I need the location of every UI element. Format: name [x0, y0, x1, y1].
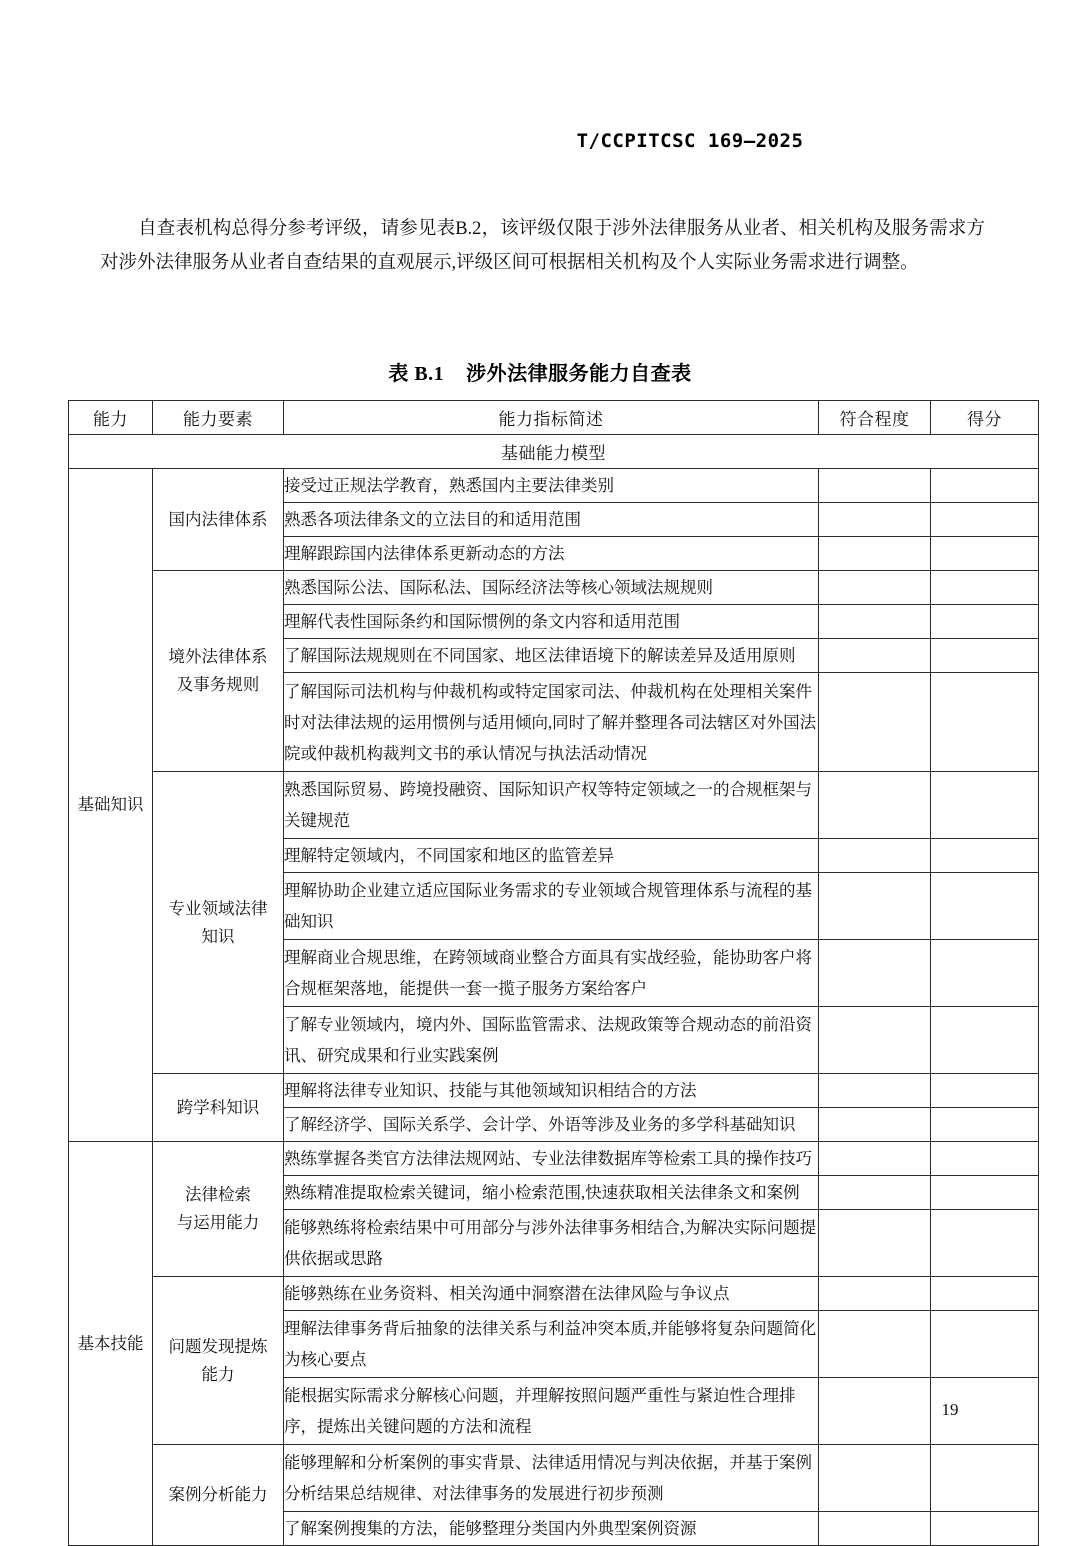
element-label-line2: 知识	[201, 926, 235, 946]
element-label-line1: 问题发现提炼	[168, 1336, 268, 1356]
indicator-cell: 熟悉国际公法、国际私法、国际经济法等核心领域法规规则	[284, 571, 819, 605]
indicator-cell: 理解跟踪国内法律体系更新动态的方法	[284, 537, 819, 571]
score-cell[interactable]	[931, 1074, 1039, 1108]
capability-cell: 基础知识	[69, 469, 153, 1142]
element-label-line2: 与运用能力	[176, 1213, 260, 1232]
score-cell[interactable]	[931, 772, 1039, 839]
indicator-cell: 了解国际法规规则在不同国家、地区法律语境下的解读差异及适用原则	[284, 639, 819, 673]
score-cell[interactable]	[931, 1311, 1039, 1378]
page-number: 19	[941, 1400, 959, 1419]
conformity-cell[interactable]	[819, 1142, 931, 1176]
element-cell	[153, 772, 284, 1074]
conformity-cell[interactable]	[819, 537, 931, 571]
element-label-line1: 专业领域法律	[168, 898, 268, 918]
conformity-cell[interactable]	[819, 839, 931, 873]
indicator-cell: 了解专业领域内，境内外、国际监管需求、法规政策等合规动态的前沿资讯、研究成果和行业实践案例	[284, 1007, 819, 1074]
section-title-row	[69, 435, 1039, 469]
conformity-cell[interactable]	[819, 772, 931, 839]
indicator-cell: 理解协助企业建立适应国际业务需求的专业领域合规管理体系与流程的基础知识	[284, 873, 819, 940]
indicator-cell: 理解代表性国际条约和国际惯例的条文内容和适用范围	[284, 605, 819, 639]
column-header-score: 得分	[931, 401, 1039, 435]
score-cell[interactable]	[931, 1108, 1039, 1142]
score-cell[interactable]	[931, 1007, 1039, 1074]
conformity-cell[interactable]	[819, 1277, 931, 1311]
column-header-element: 能力要素	[153, 401, 284, 435]
column-header-conformity: 符合程度	[819, 401, 931, 435]
table-caption	[0, 357, 1080, 386]
conformity-cell[interactable]	[819, 1311, 931, 1378]
table-caption-number: 表 B.1	[388, 363, 445, 385]
indicator-cell: 熟练精准提取检索关键词，缩小检索范围,快速获取相关法律条文和案例	[284, 1176, 819, 1210]
capability-cell: 基本技能	[69, 1142, 153, 1546]
conformity-cell[interactable]	[819, 605, 931, 639]
indicator-cell: 接受过正规法学教育，熟悉国内主要法律类别	[284, 469, 819, 503]
conformity-cell[interactable]	[819, 1007, 931, 1074]
indicator-cell: 了解经济学、国际关系学、会计学、外语等涉及业务的多学科基础知识	[284, 1108, 819, 1142]
conformity-cell[interactable]	[819, 873, 931, 940]
element-cell	[153, 571, 284, 772]
conformity-cell[interactable]	[819, 571, 931, 605]
score-cell[interactable]	[931, 673, 1039, 772]
indicator-cell: 熟悉国际贸易、跨境投融资、国际知识产权等特定领域之一的合规框架与关键规范	[284, 772, 819, 839]
conformity-cell[interactable]	[819, 1445, 931, 1512]
conformity-cell[interactable]	[819, 1176, 931, 1210]
score-cell[interactable]	[931, 1142, 1039, 1176]
conformity-cell[interactable]	[819, 940, 931, 1007]
element-label-line1: 境外法律体系	[168, 647, 268, 666]
conformity-cell[interactable]	[819, 1108, 931, 1142]
element-cell: 国内法律体系	[153, 469, 284, 571]
score-cell[interactable]	[931, 571, 1039, 605]
element-label-line2: 能力	[201, 1364, 235, 1384]
standard-number: T/CCPITCSC 169—2025	[576, 130, 804, 152]
score-cell[interactable]	[931, 1445, 1039, 1512]
table-header-row	[69, 401, 1039, 435]
section-title-basic-model: 基础能力模型	[69, 435, 1039, 469]
table-row	[69, 469, 1039, 503]
score-cell[interactable]	[931, 1277, 1039, 1311]
column-header-capability: 能力	[69, 401, 153, 435]
indicator-cell: 能根据实际需求分解核心问题，并理解按照问题严重性与紧迫性合理排序，提炼出关键问题的方法和流程	[284, 1378, 819, 1445]
score-cell[interactable]	[931, 1176, 1039, 1210]
score-cell[interactable]	[931, 873, 1039, 940]
intro-paragraph	[100, 212, 985, 280]
element-label-line2: 及事务规则	[176, 675, 260, 694]
indicator-cell: 理解特定领域内，不同国家和地区的监管差异	[284, 839, 819, 873]
indicator-cell: 了解案例搜集的方法，能够整理分类国内外典型案例资源	[284, 1512, 819, 1546]
table-caption-name: 涉外法律服务能力自查表	[466, 363, 692, 385]
indicator-cell: 熟练掌握各类官方法律法规网站、专业法律数据库等检索工具的操作技巧	[284, 1142, 819, 1176]
self-check-table	[68, 400, 1039, 1546]
element-cell: 跨学科知识	[153, 1074, 284, 1142]
conformity-cell[interactable]	[819, 639, 931, 673]
page-footer	[0, 1400, 1080, 1420]
indicator-cell: 理解商业合规思维，在跨领域商业整合方面具有实战经验，能协助客户将合规框架落地，能提供一套一揽子服务方案给客户	[284, 940, 819, 1007]
table-row	[69, 772, 1039, 839]
score-cell[interactable]	[931, 537, 1039, 571]
score-cell[interactable]	[931, 940, 1039, 1007]
page-header	[0, 130, 1080, 152]
conformity-cell[interactable]	[819, 1210, 931, 1277]
table-row	[69, 1142, 1039, 1176]
element-cell	[153, 1142, 284, 1277]
indicator-cell: 熟悉各项法律条文的立法目的和适用范围	[284, 503, 819, 537]
score-cell[interactable]	[931, 639, 1039, 673]
element-label-line1: 法律检索	[185, 1185, 251, 1204]
score-cell[interactable]	[931, 503, 1039, 537]
score-cell[interactable]	[931, 1512, 1039, 1546]
indicator-cell: 能够理解和分析案例的事实背景、法律适用情况与判决依据，并基于案例分析结果总结规律、对法律事务的发展进行初步预测	[284, 1445, 819, 1512]
score-cell[interactable]	[931, 605, 1039, 639]
indicator-cell: 能够熟练将检索结果中可用部分与涉外法律事务相结合,为解决实际问题提供依据或思路	[284, 1210, 819, 1277]
conformity-cell[interactable]	[819, 503, 931, 537]
conformity-cell[interactable]	[819, 1512, 931, 1546]
conformity-cell[interactable]	[819, 1074, 931, 1108]
indicator-cell: 了解国际司法机构与仲裁机构或特定国家司法、仲裁机构在处理相关案件时对法律法规的运用惯例与适用倾向,同时了解并整理各司法辖区对外国法院或仲裁机构裁判文书的承认情况与执法活动情况	[284, 673, 819, 772]
table-row	[69, 1277, 1039, 1311]
table-row	[69, 571, 1039, 605]
element-cell: 案例分析能力	[153, 1445, 284, 1546]
indicator-cell: 理解法律事务背后抽象的法律关系与利益冲突本质,并能够将复杂问题简化为核心要点	[284, 1311, 819, 1378]
table-row	[69, 1445, 1039, 1512]
score-cell[interactable]	[931, 469, 1039, 503]
intro-text: 自查表机构总得分参考评级，请参见表B.2，该评级仅限于涉外法律服务从业者、相关机构及服务需求方对涉外法律服务从业者自查结果的直观展示,评级区间可根据相关机构及个人实际业务需求进行调整。	[100, 219, 985, 273]
indicator-cell: 理解将法律专业知识、技能与其他领域知识相结合的方法	[284, 1074, 819, 1108]
score-cell[interactable]	[931, 1210, 1039, 1277]
table-row	[69, 1074, 1039, 1108]
conformity-cell[interactable]	[819, 673, 931, 772]
column-header-indicator: 能力指标简述	[284, 401, 819, 435]
indicator-cell: 能够熟练在业务资料、相关沟通中洞察潜在法律风险与争议点	[284, 1277, 819, 1311]
conformity-cell[interactable]	[819, 469, 931, 503]
score-cell[interactable]	[931, 839, 1039, 873]
